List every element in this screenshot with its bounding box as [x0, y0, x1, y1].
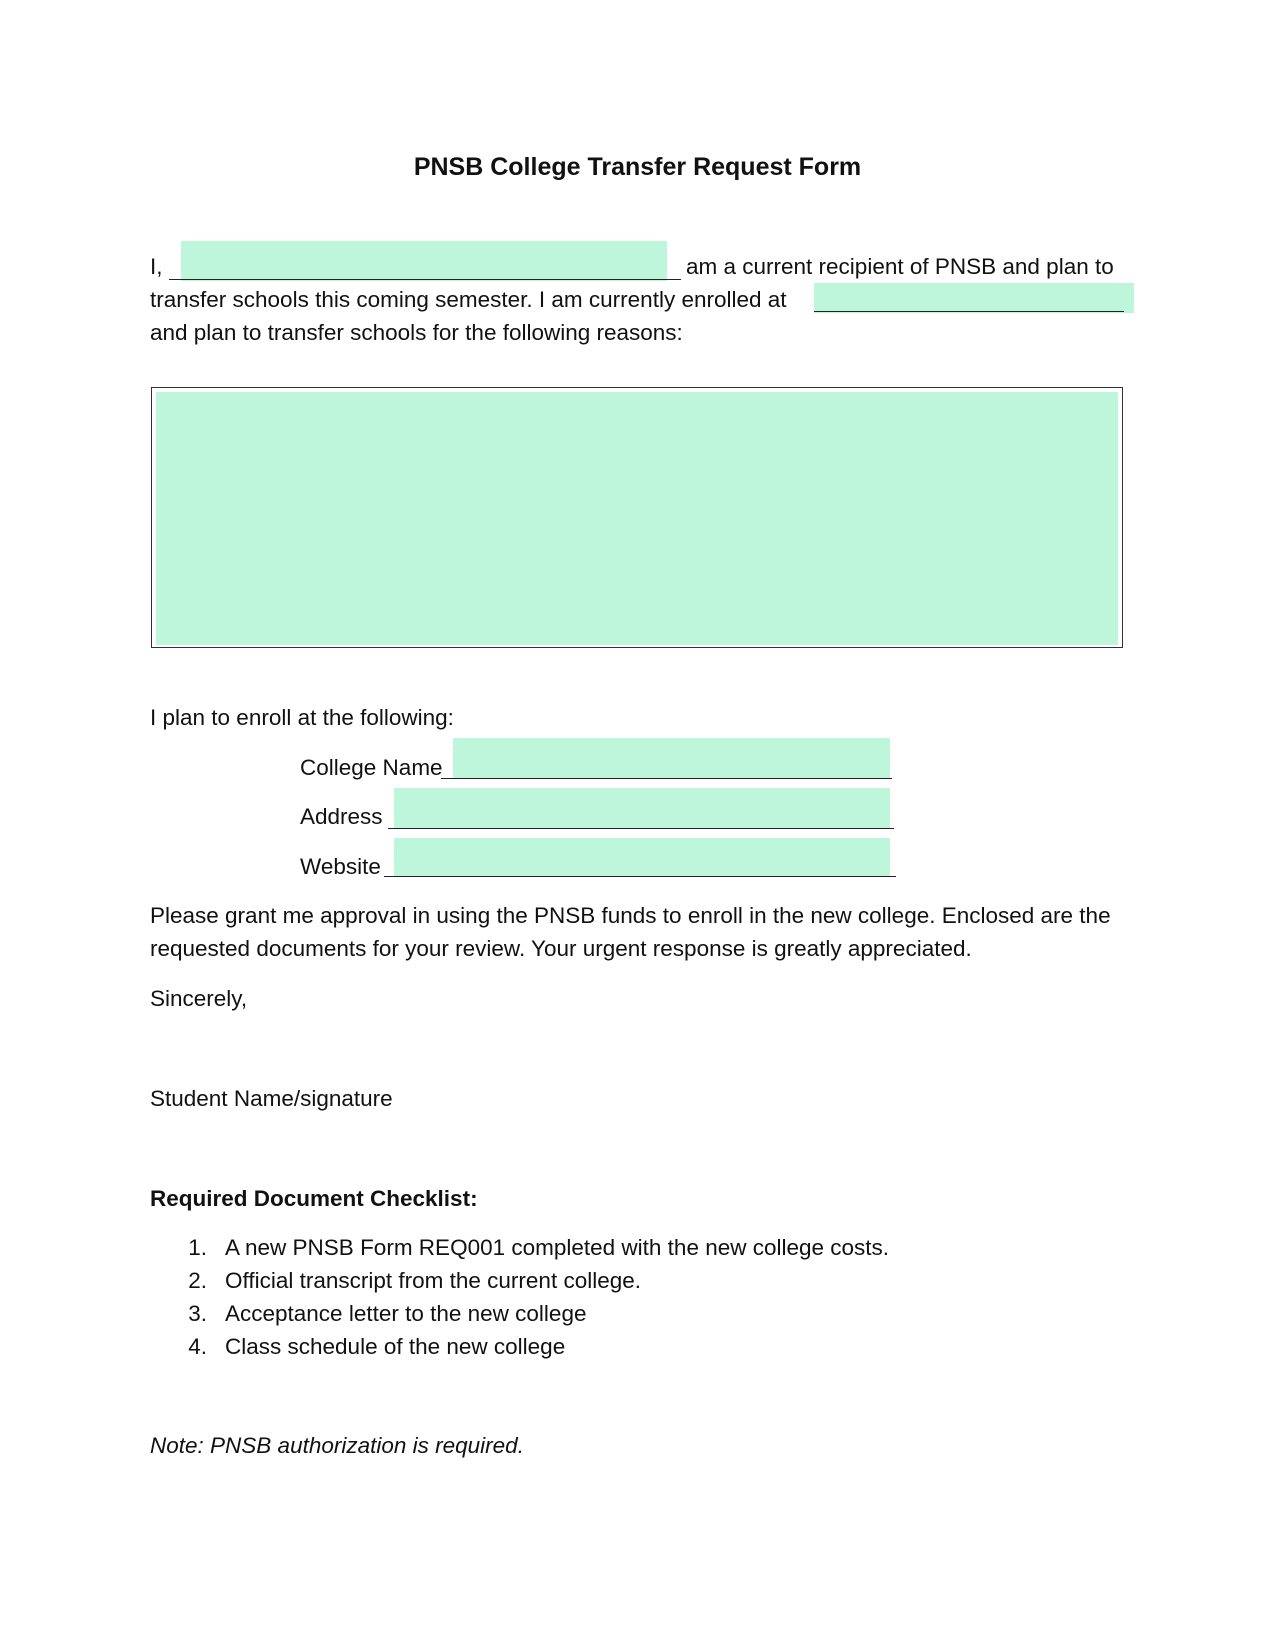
list-item-text: Acceptance letter to the new college: [225, 1301, 587, 1326]
list-item-text: Official transcript from the current college.: [225, 1268, 641, 1293]
form-title: PNSB College Transfer Request Form: [413, 153, 862, 181]
college-name-field[interactable]: [453, 738, 890, 778]
website-field[interactable]: [394, 838, 890, 876]
list-item-text: A new PNSB Form REQ001 completed with the new college costs.: [225, 1235, 890, 1260]
checklist-heading: Required Document Checklist:: [150, 1186, 478, 1211]
intro-line3: and plan to transfer schools for the following reasons:: [150, 320, 683, 345]
college-name-underline: [441, 778, 892, 779]
list-item-text: Class schedule of the new college: [225, 1334, 566, 1359]
closing: Sincerely,: [150, 986, 248, 1011]
address-field[interactable]: [394, 788, 890, 828]
student-name-underline: [169, 279, 681, 280]
approval-line1: Please grant me approval in using the PNSB funds to enroll in the new college. Enclosed are the: [150, 903, 1111, 928]
student-name-field[interactable]: [181, 241, 667, 281]
list-item-number: 2.: [188, 1268, 207, 1293]
enroll-heading: I plan to enroll at the following:: [150, 705, 454, 730]
signature-label: Student Name/signature: [150, 1086, 393, 1111]
reasons-textarea[interactable]: [151, 387, 1123, 648]
list-item-number: 4.: [188, 1334, 207, 1359]
list-item-number: 3.: [188, 1301, 207, 1326]
reasons-fill: [156, 392, 1118, 645]
current-college-underline: [814, 311, 1124, 312]
approval-line2: requested documents for your review. Your urgent response is greatly appreciated.: [150, 936, 972, 961]
list-item-number: 1.: [188, 1235, 207, 1260]
website-label: Website: [300, 854, 381, 879]
address-label: Address: [300, 804, 383, 829]
intro-line1-prefix: I,: [150, 254, 163, 279]
college-name-label: College Name: [300, 755, 443, 780]
current-college-field[interactable]: [814, 283, 1134, 313]
intro-line1-suffix: am a current recipient of PNSB and plan to: [686, 254, 1114, 279]
intro-line2-prefix: transfer schools this coming semester. I am currently enrolled at: [150, 287, 787, 312]
website-underline: [384, 876, 896, 877]
authorization-note: Note: PNSB authorization is required.: [150, 1433, 524, 1458]
address-underline: [388, 828, 894, 829]
